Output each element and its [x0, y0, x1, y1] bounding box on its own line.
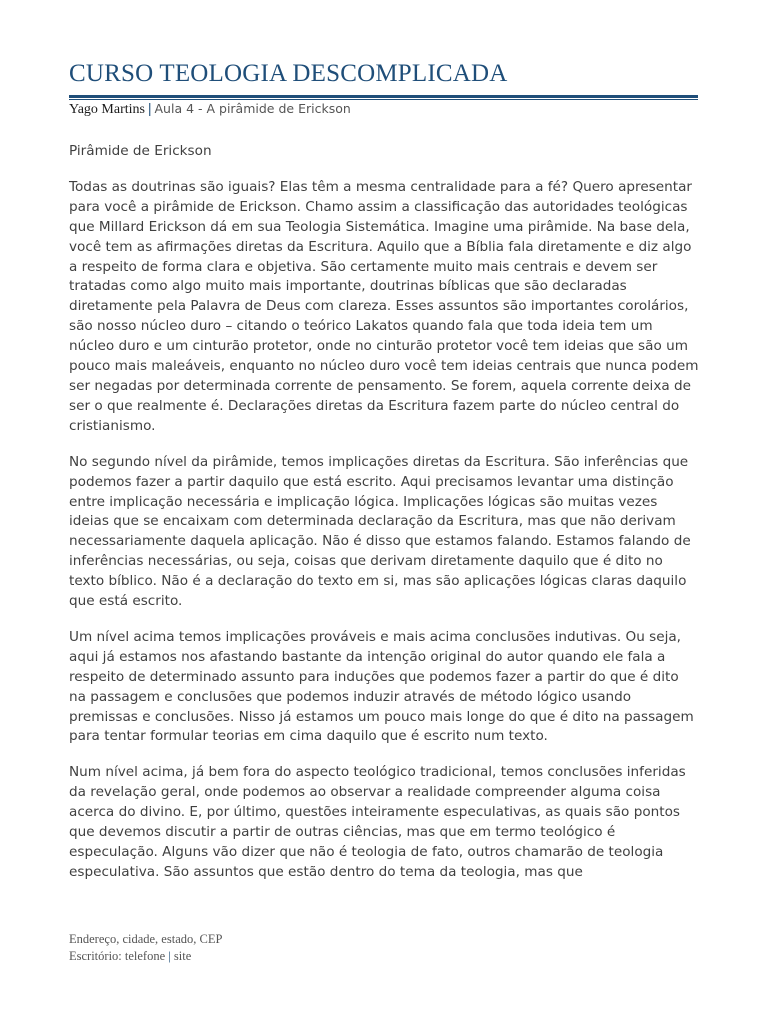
- page-footer: [69, 931, 222, 965]
- paragraph: Todas as doutrinas são iguais? Elas têm a mesma centralidade para a fé? Quero apresentar para você a pirâmide de Erickson. Chamo assim a classificação das autoridades teológicas que Millard Erickson dá em sua Teologia Sistemática. Imagine uma pirâmide. Na base dela, você tem as afirmações diretas da Escritura. Aquilo que a Bíblia fala diretamente e diz algo a respeito de forma clara e objetiva. São certamente muito mais centrais e devem ser tratadas como algo muito mais importante, doutrinas bíblicas que são declaradas diretamente pela Palavra de Deus com clareza. Esses assuntos são importantes corolários, são nosso núcleo duro – citando o teórico Lakatos quando fala que toda ideia tem um núcleo duro e um cinturão protetor, onde no cinturão protetor você tem ideias que são um pouco mais maleáveis, enquanto no núcleo duro você tem ideias centrais que nunca podem ser negadas por determinada corrente de pensamento. Se forem, aquela corrente deixa de ser o que realmente é. Declarações diretas da Escritura fazem parte do núcleo central do cristianismo.: [69, 178, 699, 434]
- author-name: Yago Martins: [69, 102, 145, 117]
- header-rule-thick: [69, 95, 698, 98]
- paragraph: Num nível acima, já bem fora do aspecto teológico tradicional, temos conclusões inferidas da revelação geral, onde podemos ao observar a realidade compreender alguma coisa acerca do divino. E, por último, questões inteiramente especulativas, as quais são pontos que devemos discutir a partir de outras ciências, mas que em termo teológico é especulação. Alguns vão dizer que não é teologia de fato, outros chamarão de teologia especulativa. São assuntos que estão dentro do tema da teologia, mas que: [69, 764, 686, 880]
- section-heading: Pirâmide de Erickson: [69, 143, 212, 159]
- document-body: [69, 142, 699, 899]
- paragraph: Um nível acima temos implicações prováveis e mais acima conclusões indutivas. Ou seja, aqui já estamos nos afastando bastante da intenção original do autor quando ele fala a respeito de determinado assunto para induções que podemos fazer a partir do que é dito na passagem e conclusões que podemos induzir através de método lógico usando premissas e conclusões. Nisso já estamos um pouco mais longe do que é dito na passagem para tentar formular teorias em cima daquilo que é escrito num texto.: [69, 628, 694, 745]
- header-rule-thin: [69, 99, 698, 100]
- footer-site: site: [173, 949, 192, 963]
- lesson-title: Aula 4 - A pirâmide de Erickson: [154, 101, 351, 116]
- subtitle-separator: |: [147, 101, 152, 116]
- course-title: CURSO TEOLOGIA DESCOMPLICADA: [69, 60, 508, 87]
- footer-separator: |: [168, 949, 171, 963]
- paragraph: No segundo nível da pirâmide, temos implicações diretas da Escritura. São inferências que podemos fazer a partir daquilo que está escrito. Aqui precisamos levantar uma distinção entre implicação necessária e implicação lógica. Implicações lógicas são muitas vezes ideias que se encaixam com determinada declaração da Escritura, mas que não derivam necessariamente daquela aplicação. Não é disso que estamos falando. Estamos falando de inferências necessárias, ou seja, coisas que derivam diretamente daquilo que é dito no texto bíblico. Não é a declaração do texto em si, mas são aplicações lógicas claras daquilo que está escrito.: [69, 453, 691, 610]
- footer-address: Endereço, cidade, estado, CEP: [69, 932, 223, 946]
- footer-contact: [69, 948, 222, 965]
- header-subtitle: [69, 101, 351, 118]
- footer-office: Escritório: telefone: [69, 949, 166, 963]
